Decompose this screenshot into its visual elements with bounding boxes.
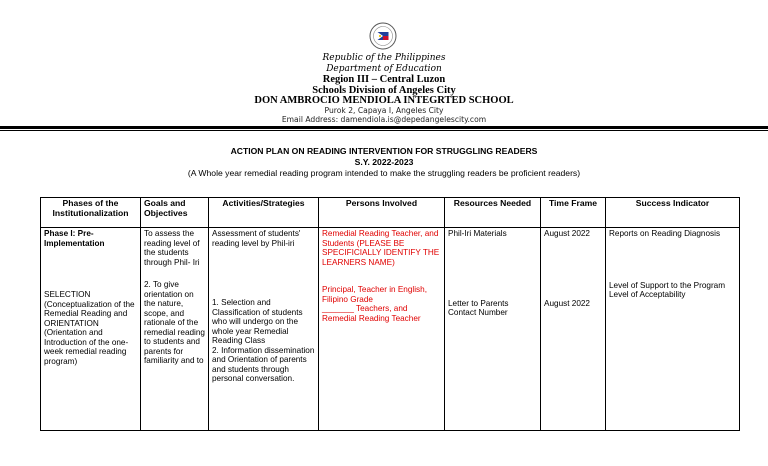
header-address: Purok 2, Capaya I, Angeles City xyxy=(324,106,444,115)
header-time-frame: Time Frame xyxy=(541,198,606,228)
time-2: August 2022 xyxy=(544,298,590,308)
header-email: Email Address: damendiola.is@depedangelescity.com xyxy=(281,115,487,124)
header-activities: Activities/Strategies xyxy=(209,198,319,228)
success-3: Level of Acceptability xyxy=(609,290,686,300)
header-persons: Persons Involved xyxy=(319,198,445,228)
persons-2a: Principal, Teacher in English, Filipino Grade xyxy=(322,285,427,304)
header-school: DON AMBROCIO MENDIOLA INTEGRTED SCHOOL xyxy=(254,95,514,106)
time-1: August 2022 xyxy=(544,229,590,238)
header-goals: Goals and Objectives xyxy=(141,198,209,228)
cell-goals xyxy=(141,228,209,431)
goal-2: 2. To give orientation on the nature, scope, and rationale of the remedial reading to students and parents for familiarity and to xyxy=(144,280,205,366)
header-department: Department of Education xyxy=(326,64,442,74)
activity-1: Assessment of students' reading level by Phil-iri xyxy=(212,229,301,248)
resource-2: Letter to Parents Contact Number xyxy=(448,298,509,318)
school-year: S.Y. 2022-2023 xyxy=(354,157,414,167)
header-republic: Republic of the Philippines xyxy=(322,53,446,63)
goal-1: To assess the reading level of the students through Phil- Iri xyxy=(144,229,200,267)
header-rule-thin xyxy=(0,130,768,131)
phase-selection: SELECTION (Conceptualization of the Remedial Reading and ORIENTATION (Orientation and Introduction of the one-week remedial reading program) xyxy=(44,290,135,366)
cell-persons xyxy=(319,228,445,431)
deped-seal-icon xyxy=(369,22,397,50)
table-header-row xyxy=(41,198,740,228)
persons-1: Remedial Reading Teacher, and Students (PLEASE BE SPECIFICIALLY IDENTIFY THE LEARNERS NAME) xyxy=(322,229,440,267)
header-division: Schools Division of Angeles City xyxy=(312,85,456,96)
cell-phase xyxy=(41,228,141,431)
document-description: (A Whole year remedial reading program intended to make the struggling readers be proficient readers) xyxy=(187,168,581,178)
activity-3: 2. Information dissemination and Orientation of parents and students through personal conversation. xyxy=(212,345,315,384)
cell-activities xyxy=(209,228,319,431)
cell-success xyxy=(606,228,740,431)
action-plan-table xyxy=(40,197,740,431)
header-rule-thick xyxy=(0,126,768,129)
persons-2b: _______ Teachers, and Remedial Reading Teacher xyxy=(322,304,421,323)
resource-1: Phil-Iri Materials xyxy=(448,229,507,238)
phase-title: Phase I: Pre-Implementation xyxy=(44,229,105,248)
header-success: Success Indicator xyxy=(606,198,740,228)
cell-time-frame xyxy=(541,228,606,431)
success-2: Level of Support to the Program xyxy=(609,280,726,290)
cell-resources xyxy=(445,228,541,431)
success-1: Reports on Reading Diagnosis xyxy=(609,229,721,238)
table-row xyxy=(41,228,740,431)
header-region: Region III – Central Luzon xyxy=(322,74,446,85)
activity-2: 1. Selection and Classification of students who will undergo on the whole year Remedial Reading Class xyxy=(212,298,303,346)
header-phases: Phases of the Institutionalization xyxy=(41,198,141,228)
header-resources: Resources Needed xyxy=(445,198,541,228)
document-title: ACTION PLAN ON READING INTERVENTION FOR STRUGGLING READERS xyxy=(230,146,538,156)
